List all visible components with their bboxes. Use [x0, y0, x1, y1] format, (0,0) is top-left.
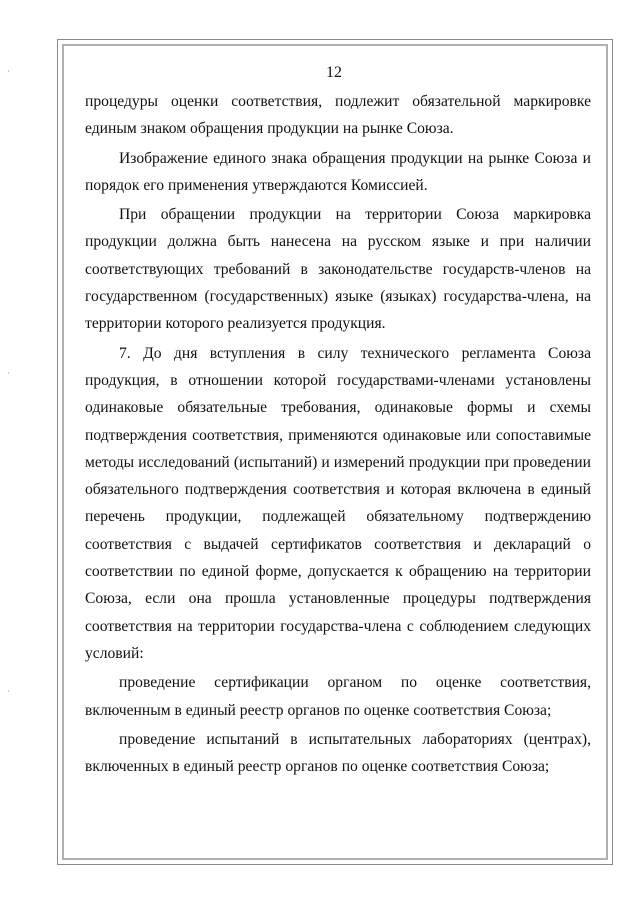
paragraph-clause-7: 7. До дня вступления в силу технического регламента Союза продукция, в отношении которой государствами-членами установлены одинаковые обязательные требования, одинаковые формы и схемы подтверждения соответствия, применяются одинаковые или сопоставимые методы исследований (испытаний) и измерений продукции при проведении обязательного подтверждения соответствия и которая включена в единый перечень продукции, подлежащей обязательному подтверждению соответствия с выдачей сертификатов соответствия и деклараций о соответствии по единой форме, допускается к обращению на территории Союза, если она прошла установленные процедуры подтверждения соответствия на территории государства-члена с соблюдением следующих условий: — [85, 344, 591, 662]
page-number: 12 — [326, 64, 342, 81]
paragraph-condition-testing: проведение испытаний в испытательных лабораториях (центрах), включенных в единый реестр органов по оценке соответствия Союза; — [85, 730, 591, 776]
paragraph-condition-certification: проведение сертификации органом по оценке соответствия, включенным в единый реестр органов по оценке соответствия Союза; — [85, 674, 591, 719]
paragraph-continuation: процедуры оценки соответствия, подлежит обязательной маркировке единым знаком обращения продукции на рынке Союза. — [85, 93, 591, 138]
scan-mark — [8, 372, 9, 374]
paragraph-language: При обращении продукции на территории Союза маркировка продукции должна быть нанесена на русском языке и при наличии соответствующих требований в законодательстве государств-членов на государственном (государственных) языке (языках) государства-члена, на территории которого реализуется продукция. — [85, 206, 591, 333]
scan-mark — [8, 690, 9, 692]
document-body — [85, 88, 591, 780]
paragraph-mark-image: Изображение единого знака обращения продукции на рынке Союза и порядок его применения утверждаются Комиссией. — [85, 149, 591, 194]
